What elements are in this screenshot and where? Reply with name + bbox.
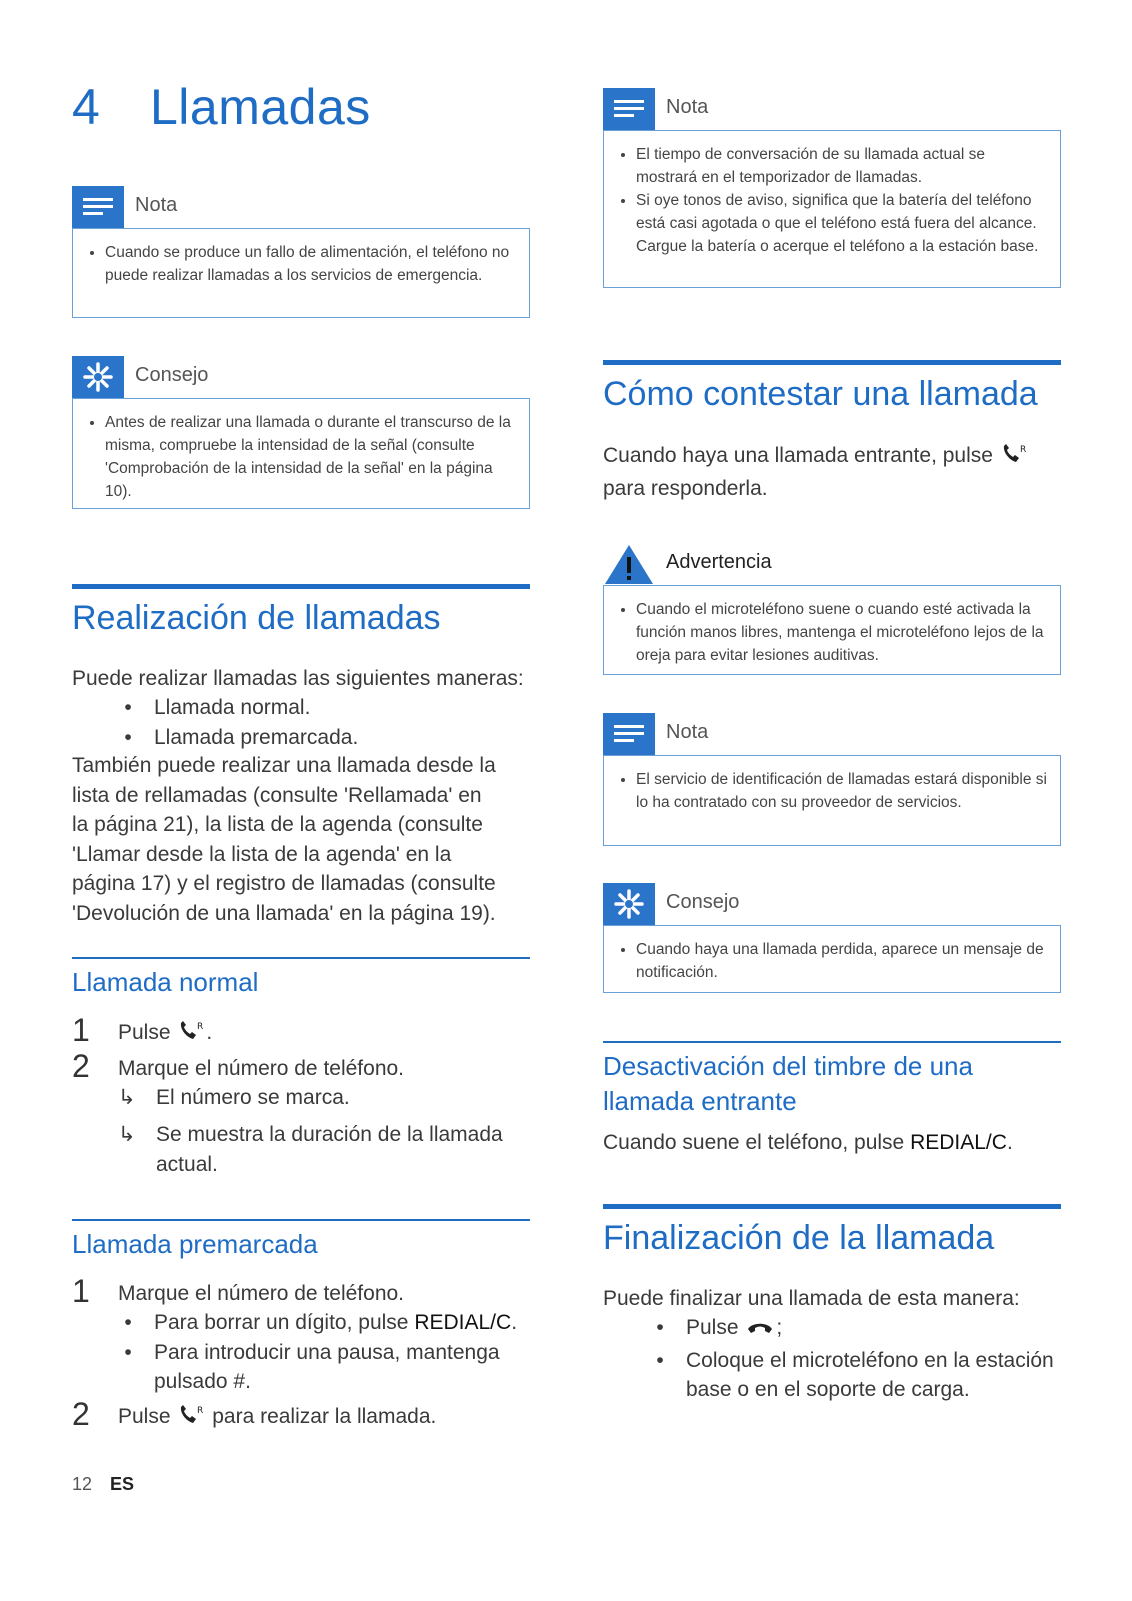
subheading-mute-ring: Desactivación del timbre de una llamada entrante xyxy=(603,1041,1061,1119)
list-item: • Para borrar un dígito, pulse REDIAL/C. xyxy=(124,1311,518,1334)
note-box xyxy=(72,186,530,318)
step-text: Marque el número de teléfono. xyxy=(118,1282,405,1305)
list-item: • Para introducir una pausa, mantenga pulsado #. xyxy=(124,1340,500,1393)
note-item: • El servicio de identificación de llamadas estará disponible si lo ha contratado con su proveedor de servicios. xyxy=(636,768,1050,814)
redial-key-label: REDIAL/C xyxy=(910,1131,1007,1154)
end-call-intro: Puede finalizar una llamada de esta manera: xyxy=(603,1287,1020,1310)
result-text: El número se marca. xyxy=(156,1086,350,1109)
note-title: Nota xyxy=(666,96,709,118)
warning-title: Advertencia xyxy=(666,551,772,573)
tip-item: • Antes de realizar una llamada o durante el transcurso de la misma, compruebe la intensidad de la señal (consulte 'Comprobación de la intensidad de la señal' en la página 10). xyxy=(105,411,519,503)
answer-text-start: Cuando haya una llamada entrante, pulse xyxy=(603,444,993,467)
list-item-text: Coloque el microteléfono en la estación base o en el soporte de carga. xyxy=(686,1348,1054,1401)
result-arrow-icon: ↳ xyxy=(118,1123,136,1146)
warning-icon xyxy=(603,543,655,585)
note-item: • Cuando se produce un fallo de alimentación, el teléfono no puede realizar llamadas a los servicios de emergencia. xyxy=(105,241,519,287)
tip-box xyxy=(603,883,1061,993)
list-item: • Llamada normal. xyxy=(124,696,311,719)
talk-key-icon xyxy=(178,1020,204,1051)
mute-ring-text-start: Cuando suene el teléfono, pulse xyxy=(603,1131,911,1154)
tip-title: Consejo xyxy=(666,891,740,913)
list-item-text-end: ; xyxy=(776,1316,783,1339)
tip-box xyxy=(72,356,530,509)
note-box-header xyxy=(603,88,1061,130)
note-box xyxy=(603,713,1061,846)
note-icon xyxy=(603,88,655,130)
subheading-normal-call: Llamada normal xyxy=(72,957,530,1000)
tip-box-header xyxy=(603,883,1061,925)
tip-title: Consejo xyxy=(135,364,209,386)
mute-ring-text-end: . xyxy=(1006,1131,1013,1154)
step-number: 2 xyxy=(72,1048,90,1084)
note-box xyxy=(603,88,1061,288)
svg-text:R: R xyxy=(1019,445,1027,455)
step-number: 1 xyxy=(72,1012,90,1048)
language-code: ES xyxy=(110,1474,135,1494)
result-text: Se muestra la duración de la llamada actual. xyxy=(156,1123,503,1176)
subheading-predial-call: Llamada premarcada xyxy=(72,1219,530,1262)
list-item-text: Para introducir una pausa, mantenga pulsado #. xyxy=(154,1340,500,1393)
end-call-icon xyxy=(746,1316,774,1346)
step-text: Pulse xyxy=(118,1021,171,1044)
note-box-header xyxy=(72,186,530,228)
tip-body xyxy=(603,925,1061,993)
tip-box-header xyxy=(72,356,530,398)
step-text: Marque el número de teléfono. xyxy=(118,1057,405,1080)
list-item: • Pulse ; xyxy=(650,1313,1070,1346)
warning-box-header xyxy=(603,543,1061,585)
step-text-end: . xyxy=(206,1021,213,1044)
tip-icon xyxy=(72,356,124,398)
chapter-number: 4 xyxy=(72,79,101,135)
list-item-text: Para borrar un dígito, pulse xyxy=(154,1311,415,1334)
answer-text-end: para responderla. xyxy=(603,476,768,500)
step-number: 1 xyxy=(72,1273,90,1309)
chapter-title-text: Llamadas xyxy=(150,79,371,135)
list-item-text: Llamada premarcada. xyxy=(154,725,359,749)
result-2 xyxy=(118,1120,518,1179)
section-heading-making-calls: Realización de llamadas xyxy=(72,584,530,638)
note-icon xyxy=(72,186,124,228)
svg-text:R: R xyxy=(197,1022,204,1032)
note-body xyxy=(603,130,1061,288)
list-item-text: Llamada normal. xyxy=(154,696,311,719)
result-1 xyxy=(118,1083,538,1113)
note-body xyxy=(603,755,1061,846)
warning-item: • Cuando el microteléfono suene o cuando esté activada la función manos libres, mantenga el microteléfono lejos de la oreja para evitar lesiones auditivas. xyxy=(636,598,1050,667)
step-text-end: para realizar la llamada. xyxy=(212,1405,437,1428)
svg-text:R: R xyxy=(197,1406,204,1416)
step-number: 2 xyxy=(72,1396,90,1432)
step-text: Pulse xyxy=(118,1405,171,1428)
making-calls-list xyxy=(118,693,358,752)
making-calls-text: También puede realizar una llamada desde la lista de rellamadas (consulte 'Rellamada' en la página 21), la lista de la agenda (consulte 'Llamar desde la lista de la agenda' en la página 17) y el registro de llamadas (consulte 'Devolución de una llamada' en la página 19). xyxy=(72,754,496,925)
tip-body xyxy=(72,398,530,509)
making-calls-intro: Puede realizar llamadas las siguientes maneras: xyxy=(72,667,524,690)
chapter-title xyxy=(72,78,371,136)
predial-list xyxy=(118,1308,538,1397)
end-call-list xyxy=(650,1313,1070,1405)
list-item-text-end: . xyxy=(511,1311,518,1334)
note-box-header xyxy=(603,713,1061,755)
result-arrow-icon: ↳ xyxy=(118,1086,136,1109)
mute-ring-text xyxy=(603,1128,1063,1158)
note-body xyxy=(72,228,530,318)
page-footer xyxy=(72,1474,134,1495)
note-icon xyxy=(603,713,655,755)
list-item: • Coloque el microteléfono en la estación base o en el soporte de carga. xyxy=(656,1348,1054,1401)
redial-key-label: REDIAL/C xyxy=(414,1311,512,1334)
note-title: Nota xyxy=(666,721,709,743)
tip-icon xyxy=(603,883,655,925)
note-item: • El tiempo de conversación de su llamada actual se mostrará en el temporizador de llamadas. xyxy=(636,143,1050,189)
list-item-text: Pulse xyxy=(686,1316,739,1339)
list-item: • Llamada premarcada. xyxy=(124,725,359,749)
note-title: Nota xyxy=(135,194,178,216)
note-item: • Si oye tonos de aviso, significa que la batería del teléfono está casi agotada o que el teléfono está fuera del alcance. Cargue la batería o acerque el teléfono a la estación base. xyxy=(636,189,1050,258)
talk-key-icon xyxy=(1001,443,1027,474)
warning-box xyxy=(603,543,1061,675)
section-heading-end-call: Finalización de la llamada xyxy=(603,1204,1061,1258)
talk-key-icon xyxy=(178,1404,204,1435)
section-heading-answer: Cómo contestar una llamada xyxy=(603,360,1061,414)
answer-text xyxy=(603,441,1033,503)
warning-body xyxy=(603,585,1061,675)
page-number: 12 xyxy=(72,1474,93,1494)
tip-item: • Cuando haya una llamada perdida, aparece un mensaje de notificación. xyxy=(636,938,1050,984)
